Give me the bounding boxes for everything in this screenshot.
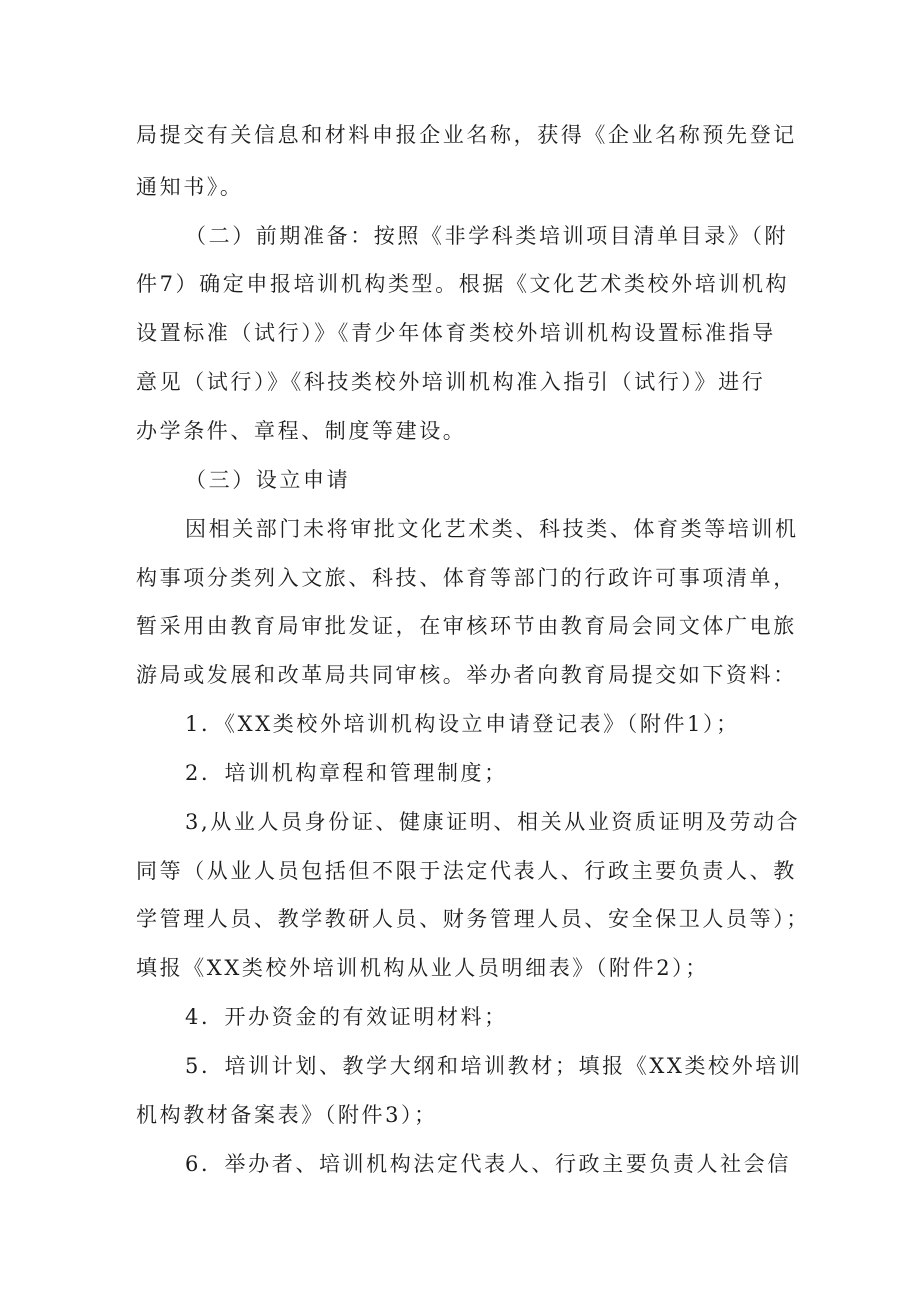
text-line: 填报《XX类校外培训机构从业人员明细表》（附件2）； <box>136 956 709 980</box>
list-item: 5．培训计划、教学大纲和培训教材；填报《XX类校外培训 <box>185 1054 803 1078</box>
list-item: 4．开办资金的有效证明材料； <box>185 1005 508 1029</box>
text-line: （二）前期准备：按照《非学科类培训项目清单目录》（附 <box>185 224 789 248</box>
text-line: 机构教材备案表》（附件3）； <box>136 1103 438 1127</box>
list-item: 3,从业人员身份证、健康证明、相关从业资质证明及劳动合 <box>185 810 801 834</box>
text-line: 通知书》。 <box>136 175 244 199</box>
text-line: 办学条件、章程、制度等建设。 <box>136 419 467 443</box>
text-line: 构事项分类列入文旅、科技、体育等部门的行政许可事项清单， <box>136 566 797 590</box>
text-line: 设置标准（试行）》《青少年体育类校外培训机构设置标准指导 <box>136 321 776 345</box>
text-line: 件7）确定申报培训机构类型。根据《文化艺术类校外培训机构 <box>136 272 790 296</box>
text-line: 暂采用由教育局审批发证，在审核环节由教育局会同文体广电旅 <box>136 614 797 638</box>
text-line: 因相关部门未将审批文化艺术类、科技类、体育类等培训机 <box>185 517 799 541</box>
text-line: 同等（从业人员包括但不限于法定代表人、行政主要负责人、教 <box>136 859 797 883</box>
text-line: 意见（试行）》《科技类校外培训机构准入指引（试行）》进行 <box>136 370 766 394</box>
list-item: 1．《XX类校外培训机构设立申请登记表》（附件1）； <box>185 712 740 736</box>
text-line: 学管理人员、教学教研人员、财务管理人员、安全保卫人员等）； <box>136 907 810 931</box>
list-item: 6．举办者、培训机构法定代表人、行政主要负责人社会信 <box>185 1152 791 1176</box>
text-line: 局提交有关信息和材料申报企业名称，获得《企业名称预先登记 <box>136 123 797 147</box>
list-item: 2．培训机构章程和管理制度； <box>185 761 508 785</box>
text-line: 游局或发展和改革局共同审核。举办者向教育局提交如下资料： <box>136 663 797 687</box>
section-heading: （三）设立申请 <box>185 468 351 492</box>
